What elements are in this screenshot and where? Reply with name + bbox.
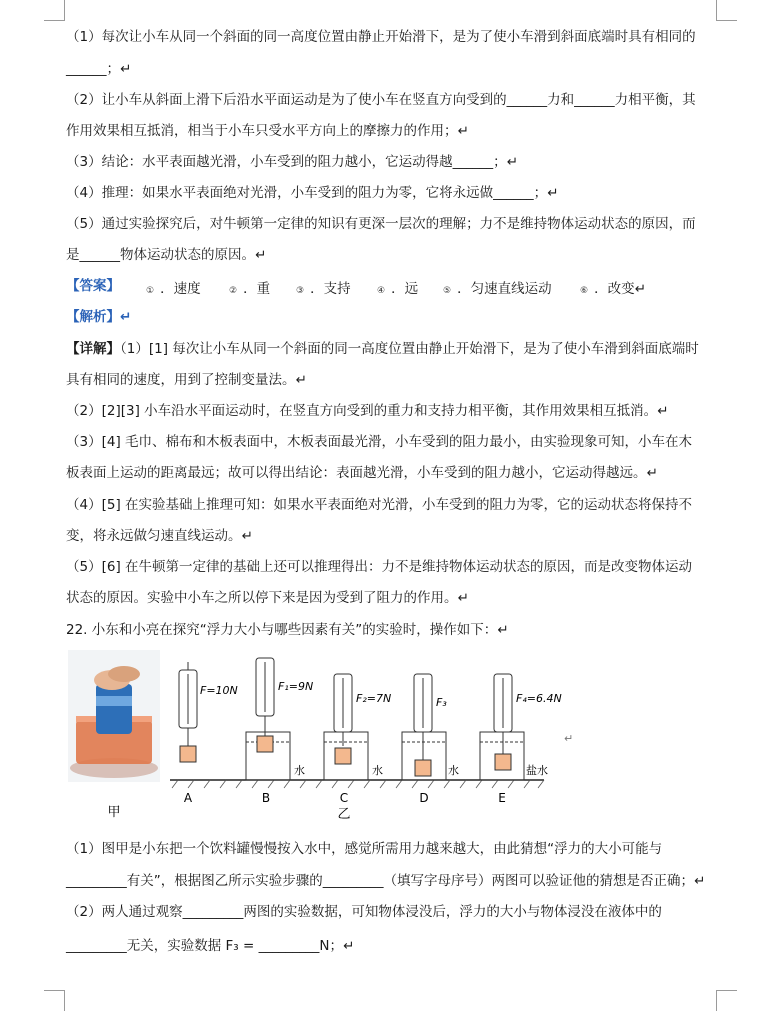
question-text-line: ______；↵: [66, 61, 132, 77]
page-corner-mark: [716, 990, 737, 1011]
question-text-line: _________有关”，根据图乙所示实验步骤的_________（填写字母序号）两图可以验证他的猜想是否正确；↵: [66, 873, 706, 889]
question-text-line: （2）两人通过观察_________两图的实验数据，可知物体浸没后，浮力的大小与物体浸没在液体中的: [66, 904, 662, 920]
detail-text-line: 具有相同的速度，用到了控制变量法。↵: [66, 372, 307, 388]
spring-scale-a: [179, 662, 197, 762]
page-corner-mark: [44, 990, 65, 1011]
question-text-line: （2）让小车从斜面上滑下后沿水平面运动是为了使小车在竖直方向受到的______力和______力相平衡，其: [66, 92, 696, 108]
force-label-d: F₃: [436, 696, 447, 709]
question-22-title: 22. 小东和小亮在探究“浮力大小与哪些因素有关”的实验时，操作如下：↵: [66, 622, 509, 638]
liquid-label-d: 水: [448, 764, 459, 777]
detail-text-line: 板表面上运动的距离最远；故可以得出结论：表面越光滑，小车受到的阻力越小，它运动得越远。↵: [66, 465, 658, 481]
page-corner-mark: [44, 0, 65, 21]
page-corner-mark: [716, 0, 737, 21]
question-text-line: 作用效果相互抵消，相当于小车只受水平方向上的摩擦力的作用；↵: [66, 123, 469, 139]
detail-text-line: 变，将永远做匀速直线运动。↵: [66, 528, 253, 544]
detail-text-line: （2）[2][3] 小车沿水平面运动时，在竖直方向受到的重力和支持力相平衡，其作用效果相互抵消。↵: [66, 403, 669, 419]
question-text-line: （1）每次让小车从同一个斜面的同一高度位置由静止开始滑下，是为了使小车滑到斜面底端时具有相同的: [66, 29, 696, 45]
label-b: B: [261, 791, 271, 805]
answer-item: ① ．速度: [146, 281, 201, 297]
detail-text-line: 状态的原因。实验中小车之所以停下来是因为受到了阻力的作用。↵: [66, 590, 469, 606]
detail-text-line: （4）[5] 在实验基础上推理可知：如果水平表面绝对光滑，小车受到的阻力为零，它的运动状态将保持不: [66, 497, 693, 513]
experiment-figure: [66, 650, 586, 822]
detail-text-line: 【详解】（1）[1] 每次让小车从同一个斜面的同一高度位置由静止开始滑下，是为了使小车滑到斜面底端时: [66, 341, 699, 357]
label-yi: 乙: [337, 807, 351, 822]
return-mark: ↵: [564, 732, 574, 745]
label-jia: 甲: [107, 805, 121, 820]
answer-item: ⑥ ．改变↵: [580, 281, 646, 297]
detail-label: 【详解】: [66, 341, 120, 357]
question-text-line: （4）推理：如果水平表面绝对光滑，小车受到的阻力为零，它将永远做______；↵: [66, 185, 559, 201]
liquid-label-c: 水: [372, 764, 383, 777]
label-a: A: [183, 791, 193, 805]
spring-scale-e: [480, 674, 524, 780]
label-c: C: [339, 791, 349, 805]
force-label-e: F₄=6.4N: [516, 692, 562, 705]
label-e: E: [498, 791, 506, 805]
answer-item: ⑤ ．匀速直线运动: [443, 281, 552, 297]
analysis-label: 【解析】↵: [66, 309, 132, 325]
force-label-b: F₁=9N: [278, 680, 314, 693]
answer-item: ④ ．远: [377, 281, 419, 297]
force-label-a: F=10N: [200, 684, 238, 697]
question-text-line: （3）结论：水平表面越光滑，小车受到的阻力越小，它运动得越______；↵: [66, 154, 518, 170]
liquid-label-e: 盐水: [526, 764, 548, 777]
answer-item: ③ ．支持: [296, 281, 351, 297]
question-text-line: （1）图甲是小东把一个饮料罐慢慢按入水中，感觉所需用力越来越大，由此猜想“浮力的大小可能与: [66, 841, 663, 857]
liquid-label-b: 水: [294, 764, 305, 777]
question-text-line: 是______物体运动状态的原因。↵: [66, 247, 267, 263]
spring-scale-b: [246, 658, 290, 780]
detail-text-line: （3）[4] 毛巾、棉布和木板表面中，木板表面最光滑，小车受到的阻力最小，由实验现象可知，小车在木: [66, 434, 693, 450]
spring-scale-c: [324, 674, 368, 780]
answer-label: 【答案】: [66, 278, 120, 294]
force-label-c: F₂=7N: [356, 692, 392, 705]
answer-item: ② ．重: [229, 281, 271, 297]
detail-text-line: （5）[6] 在牛顿第一定律的基础上还可以推理得出：力不是维持物体运动状态的原因，而是改变物体运动: [66, 559, 693, 575]
photo-jia: [68, 650, 160, 782]
question-text-line: （5）通过实验探究后，对牛顿第一定律的知识有更深一层次的理解；力不是维持物体运动状态的原因，而: [66, 216, 696, 232]
spring-scale-d: [402, 674, 446, 780]
label-d: D: [419, 791, 429, 805]
question-text-line: _________无关，实验数据 F₃ = _________N；↵: [66, 938, 355, 954]
